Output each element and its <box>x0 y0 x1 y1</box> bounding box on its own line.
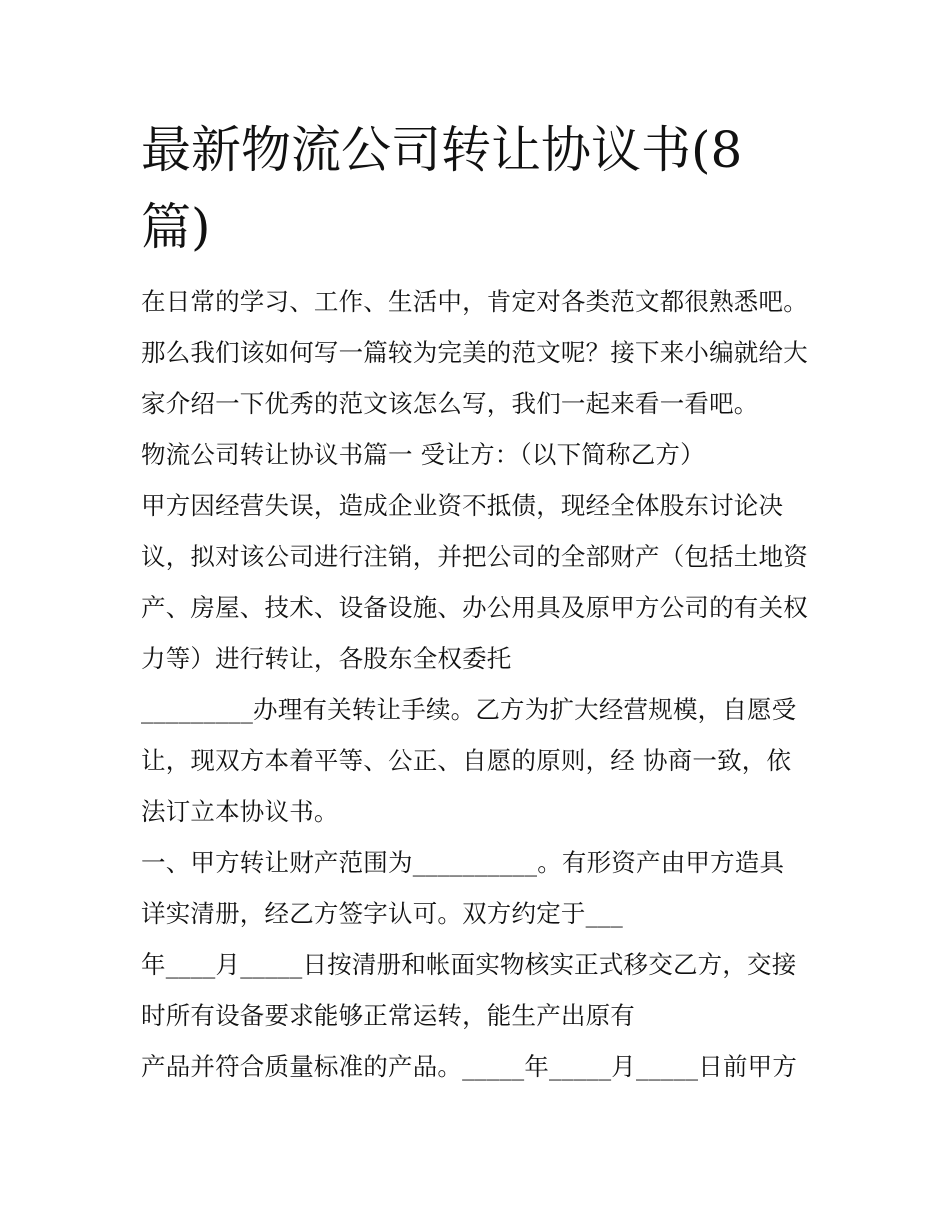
document-body <box>141 276 821 1092</box>
body-line: 甲方因经营失误，造成企业资不抵债，现经全体股东讨论决 <box>141 491 784 520</box>
body-line: 家介绍一下优秀的范文该怎么写，我们一起来看一看吧。 <box>141 389 759 418</box>
body-line: 年____月_____日按清册和帐面实物核实正式移交乙方，交接 <box>141 950 797 979</box>
document-title <box>141 112 821 266</box>
body-line: 法订立本协议书。 <box>141 797 339 826</box>
body-line: 产品并符合质量标准的产品。_____年_____月_____日前甲方 <box>141 1052 798 1081</box>
body-line: 议，拟对该公司进行注销，并把公司的全部财产（包括土地资 <box>141 542 808 571</box>
body-line: 一、甲方转让财产范围为__________。有形资产由甲方造具 <box>141 848 785 877</box>
document-title-line-2: 篇) <box>141 198 211 256</box>
body-line: _________办理有关转让手续。乙方为扩大经营规模，自愿受 <box>141 695 797 724</box>
body-line: 那么我们该如何写一篇较为完美的范文呢？接下来小编就给大 <box>141 338 808 367</box>
body-line: 产、房屋、技术、设备设施、办公用具及原甲方公司的有关权 <box>141 593 808 622</box>
document-title-line-1: 最新物流公司转让协议书(8 <box>141 121 743 179</box>
body-line: 详实清册，经乙方签字认可。双方约定于___ <box>141 899 623 928</box>
body-line: 时所有设备要求能够正常运转，能生产出原有 <box>141 1001 635 1030</box>
body-line: 让，现双方本着平等、公正、自愿的原则，经 协商一致，依 <box>141 746 792 775</box>
body-line: 力等）进行转让，各股东全权委托 <box>141 644 512 673</box>
body-line: 物流公司转让协议书篇一 受让方：（以下简称乙方） <box>141 440 705 469</box>
body-line: 在日常的学习、工作、生活中，肯定对各类范文都很熟悉吧。 <box>141 287 808 316</box>
